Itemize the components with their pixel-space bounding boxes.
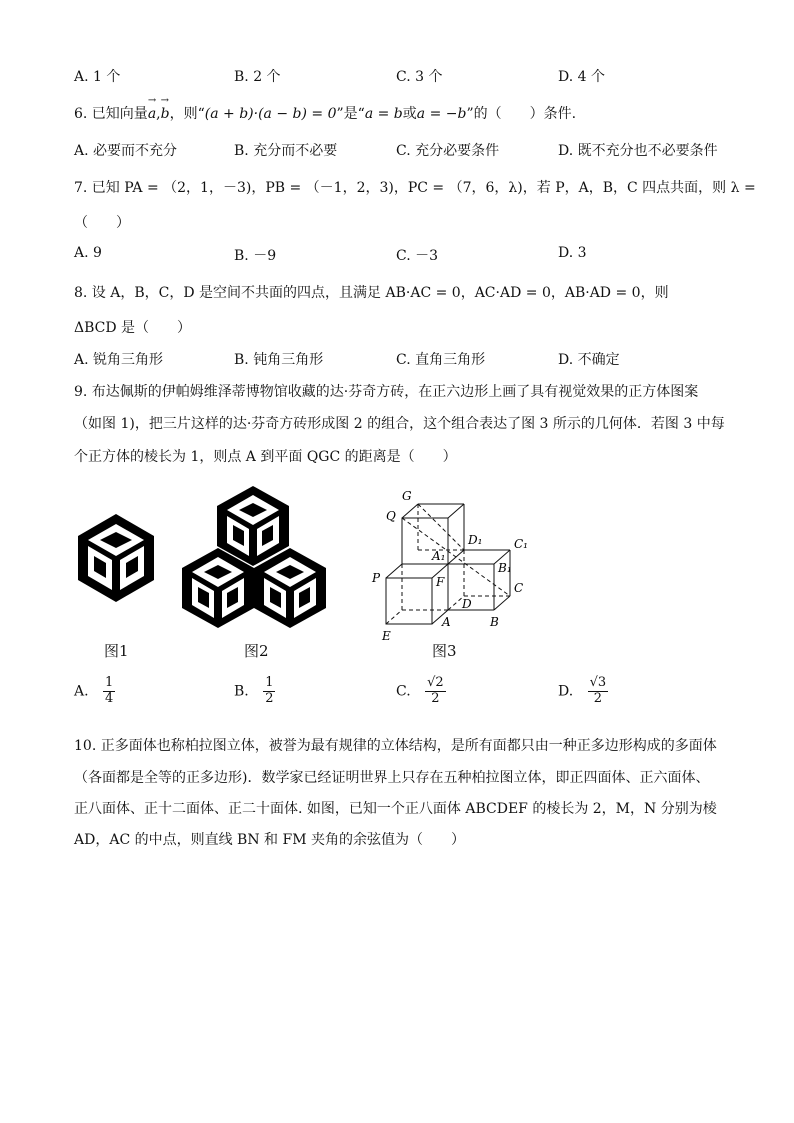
- q5-option-a: A. 1 个: [74, 69, 121, 85]
- q6-option-a: A. 必要而不充分: [74, 143, 178, 159]
- q5-option-b: B. 2 个: [234, 69, 281, 85]
- q6-prefix: 6. 已知向量: [74, 106, 148, 122]
- q10-stem-line2: （各面都是全等的正多边形)．数学家已经证明世界上只存在五种柏拉图立体，即正四面体、正六面体、: [74, 770, 710, 786]
- q9-option-b: B. $\frac{1}{2}$: [234, 675, 274, 706]
- fig3-point-A1: A₁: [432, 549, 446, 563]
- q5-option-d: D. 4 个: [558, 69, 605, 85]
- fig3-point-P: P: [372, 571, 381, 585]
- q6-equation: (a + b)·(a − b) = 0: [204, 106, 337, 122]
- fig3-point-F: F: [436, 575, 445, 589]
- q6-cond: ”是“: [336, 106, 365, 122]
- fig3-point-B1: B₁: [498, 561, 512, 575]
- q7-option-d: D. 3: [558, 245, 587, 261]
- q9-stem-line2: （如图 1)，把三片这样的达·芬奇方砖形成图 2 的组合，这个组合表达了图 3 所示的几何体．若图 3 中每: [74, 416, 725, 432]
- q8-option-c: C. 直角三角形: [396, 352, 486, 368]
- q9-stem-line1: 9. 布达佩斯的伊帕姆维泽蒂博物馆收藏的达·芬奇方砖，在正六边形上画了具有视觉效果的正方体图案: [74, 384, 699, 400]
- q6-or: 或: [402, 106, 417, 122]
- q9-stem-line3: 个正方体的棱长为 1，则点 A 到平面 QGC 的距离是（ ）: [74, 449, 457, 465]
- q9-option-a: A. $\frac{1}{4}$: [74, 675, 114, 706]
- q8-option-a: A. 锐角三角形: [74, 352, 164, 368]
- fig3-point-C: C: [514, 581, 524, 595]
- q6-option-c: C. 充分必要条件: [396, 143, 500, 159]
- q8-stem-line1: 8. 设 A，B，C，D 是空间不共面的四点，且满足 AB·AC = 0，AC·AD = 0，AB·AD = 0，则: [74, 285, 669, 301]
- q6-a-eq-b: a = b: [364, 106, 403, 122]
- q10-stem-line3: 正八面体、正十二面体、正二十面体. 如图，已知一个正八面体 ABCDEF 的棱长为 2，M，N 分别为棱: [74, 801, 717, 817]
- fig3-point-Q: Q: [386, 509, 396, 523]
- q5-option-c: C. 3 个: [396, 69, 443, 85]
- q7-option-c: C. －3: [396, 248, 439, 264]
- figure-1-single-cube-tile: [76, 512, 156, 604]
- q6-suffix: ”的（ ）条件.: [466, 106, 577, 122]
- q8-option-d: D. 不确定: [558, 352, 620, 368]
- q9-option-d: D. $\frac{√3}{2}$: [558, 675, 607, 706]
- q6-stem: 6. 已知向量→ a,→ b，则“(a + b)·(a − b) = 0”是“a = b或a = −b”的（ ）条件.: [74, 103, 576, 123]
- q8-option-b: B. 钝角三角形: [234, 352, 324, 368]
- figure-1-label: 图1: [104, 642, 129, 660]
- fig3-point-G: G: [402, 489, 412, 503]
- figure-3-label: 图3: [432, 642, 457, 660]
- fig3-point-D: D: [462, 597, 472, 611]
- fig3-point-E: E: [382, 629, 391, 643]
- figure-3-cube-solid-diagram: [366, 486, 536, 646]
- q6-option-b: B. 充分而不必要: [234, 143, 338, 159]
- q6-vector-b: → b: [161, 106, 170, 122]
- q7-option-a: A. 9: [74, 245, 102, 261]
- figure-2-label: 图2: [244, 642, 269, 660]
- fig3-point-A: A: [442, 615, 451, 629]
- q6-option-d: D. 既不充分也不必要条件: [558, 143, 718, 159]
- fig3-point-C1: C₁: [514, 537, 528, 551]
- q6-mid: ，则“: [169, 106, 205, 122]
- q10-stem-line4: AD，AC 的中点，则直线 BN 和 FM 夹角的余弦值为（ ）: [74, 832, 465, 848]
- q9-options: [74, 676, 734, 720]
- q7-option-b: B. －9: [234, 248, 277, 264]
- q10-stem-line1: 10. 正多面体也称柏拉图立体，被誉为最有规律的立体结构，是所有面都只由一种正多边形构成的多面体: [74, 738, 717, 754]
- q7-stem-line2: （ ）: [74, 215, 130, 231]
- q6-vector-a: → a: [148, 106, 156, 122]
- q7-stem-line1: 7. 已知 PA = （2，1，－3)，PB = （－1，2，3)，PC = （7，6，λ)，若 P，A，B，C 四点共面，则 λ =: [74, 180, 756, 196]
- q6-a-eq-neg-b: a = −b: [416, 106, 467, 122]
- fig3-point-B: B: [490, 615, 499, 629]
- q8-stem-line2: ΔBCD 是（ ）: [74, 320, 192, 336]
- figure-2-three-tile-combination: [182, 484, 328, 632]
- fig3-point-D1: D₁: [468, 533, 483, 547]
- q9-option-c: C. $\frac{√2}{2}$: [396, 675, 444, 706]
